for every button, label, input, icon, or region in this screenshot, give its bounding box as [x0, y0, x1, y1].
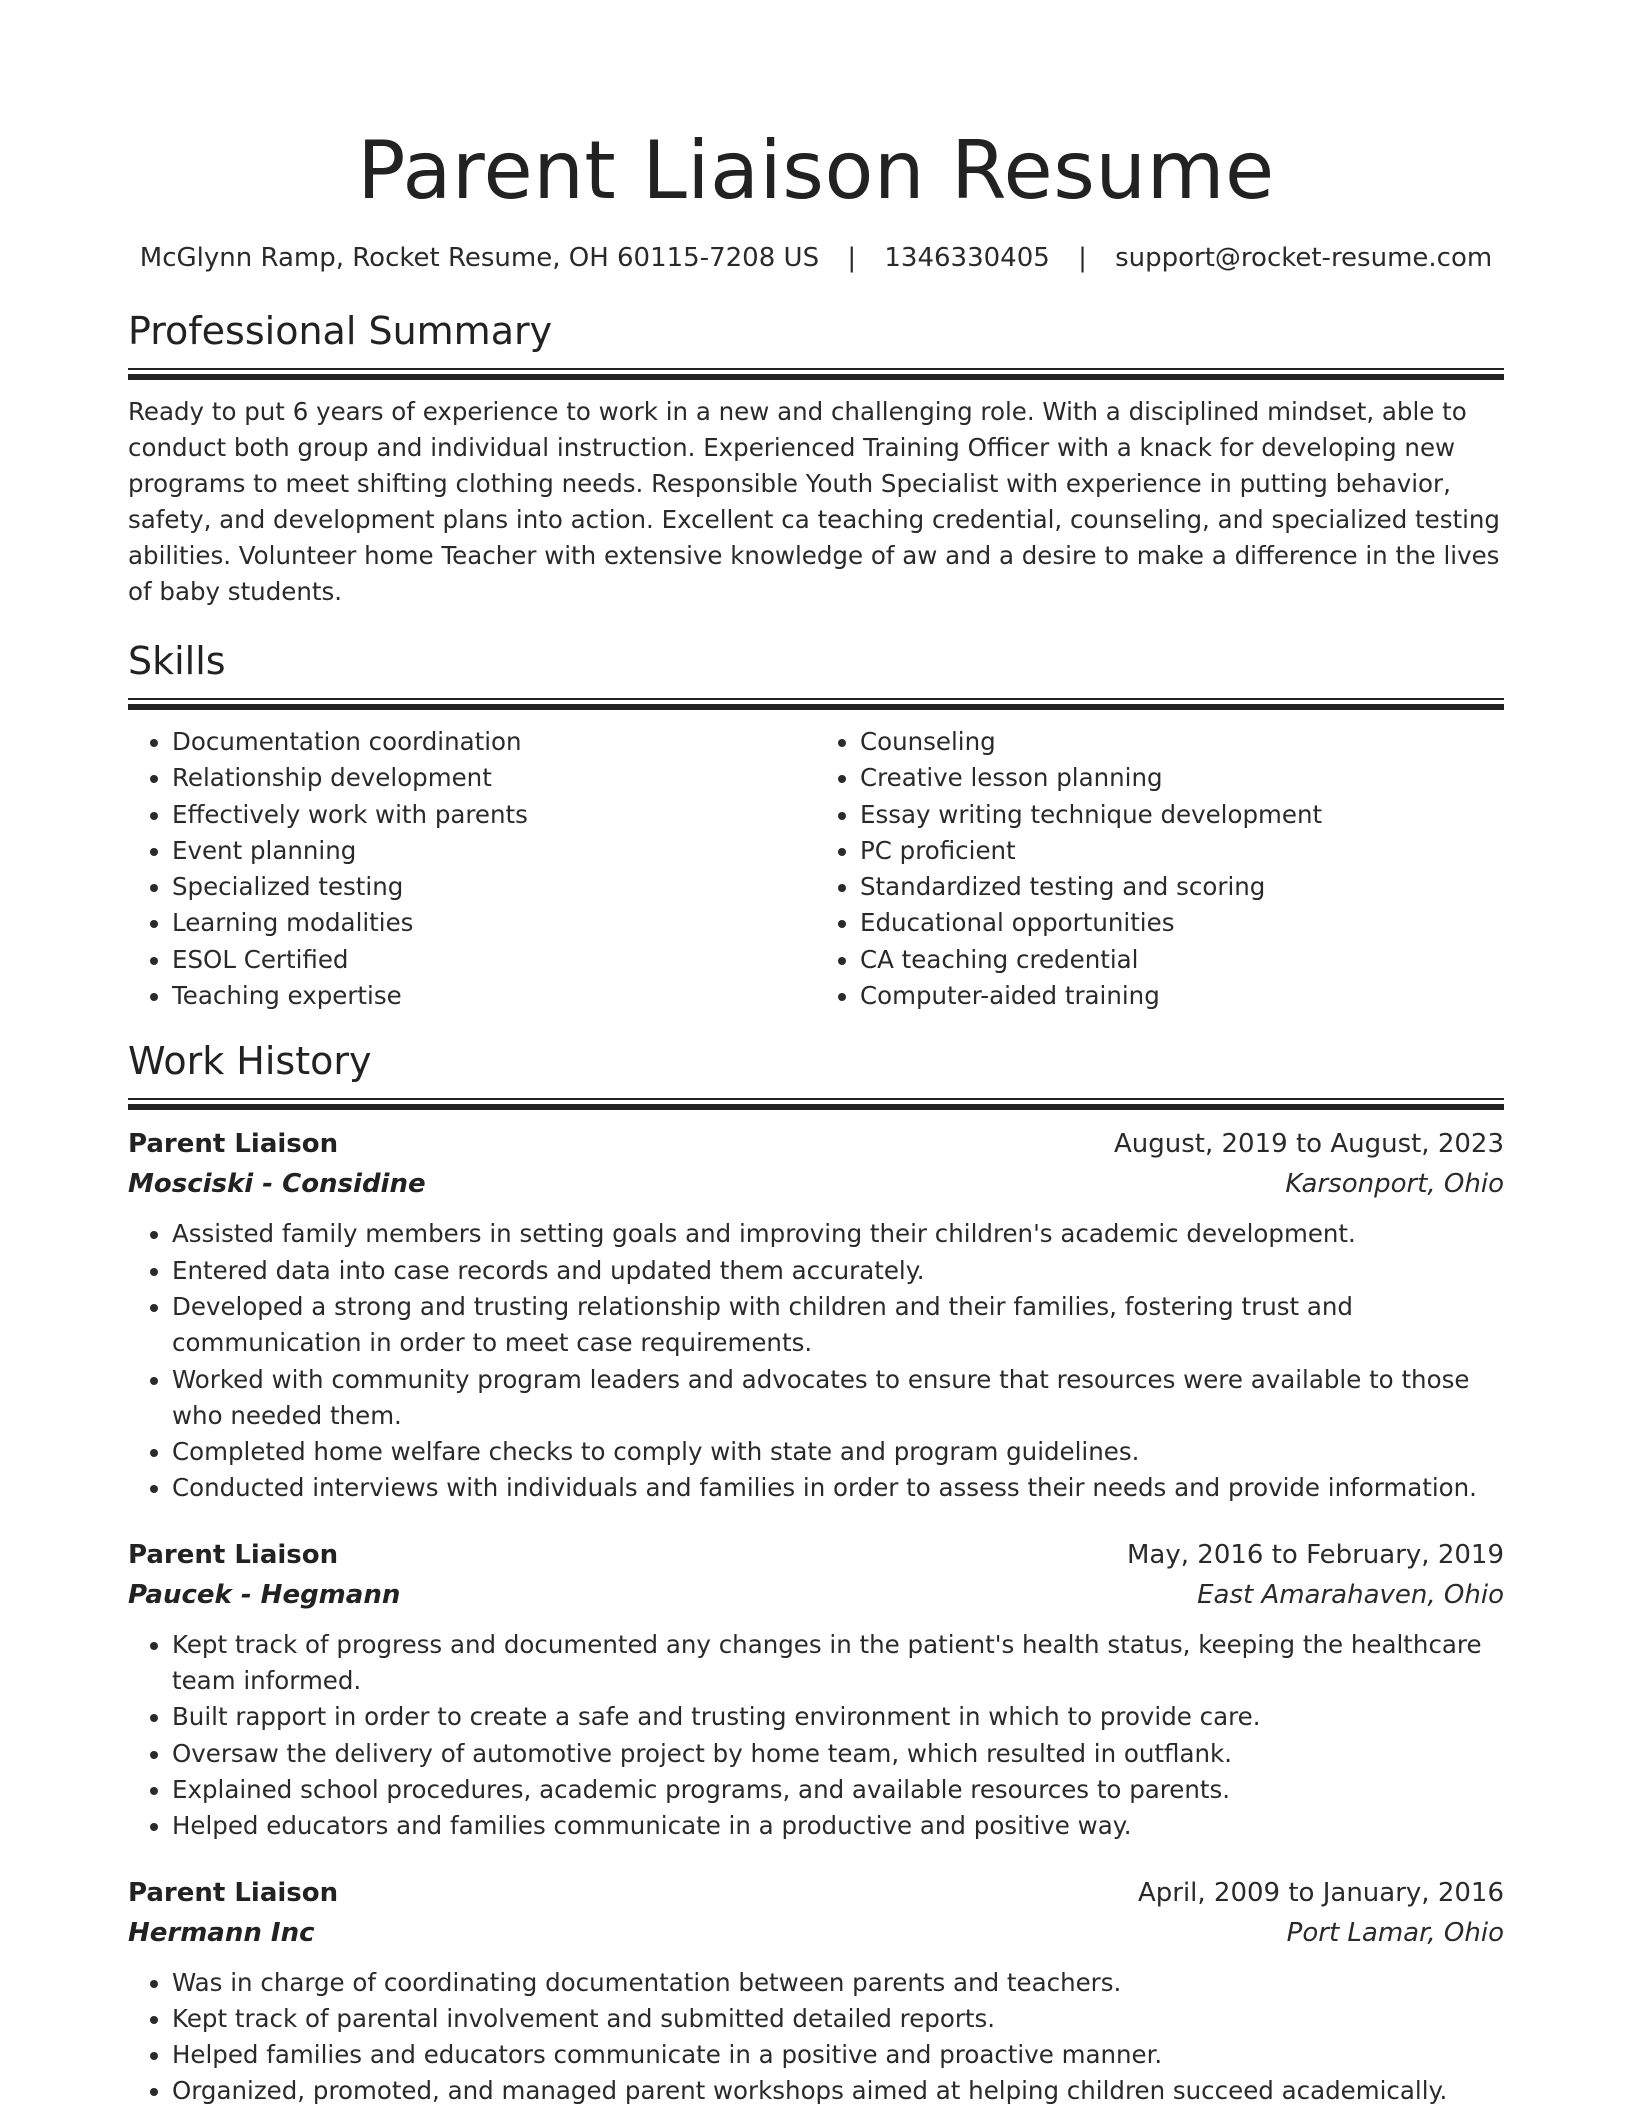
job-bullet: • Completed home welfare checks to comply with state and program guidelines. [172, 1434, 1504, 1470]
contact-separator: | [1078, 243, 1087, 273]
summary-text: Ready to put 6 years of experience to work in a new and challenging role. With a disciplined mindset, able to conduct both group and individual instruction. Experienced Training Officer with a knack for developing new programs to meet shifting clothing needs. Responsible Youth Specialist with experience in putting behavior, safety, and development plans into action. Excellent ca teaching credential, counseling, and specialized testing abilities. Volunteer home Teacher with extensive knowledge of aw and a desire to make a difference in the lives of baby students. [128, 397, 1500, 606]
contact-phone: 1346330405 [884, 243, 1050, 273]
section-divider [128, 698, 1504, 710]
contact-email: support@rocket-resume.com [1115, 243, 1493, 273]
skill-item: • Creative lesson planning [860, 760, 1504, 796]
job-bullet: • Assisted family members in setting goals and improving their children's academic development. [172, 1216, 1504, 1252]
skill-item: • Specialized testing [172, 869, 816, 905]
job-subheader-row [128, 1575, 1504, 1615]
job-location: Port Lamar, Ohio [1286, 1917, 1504, 1948]
skills-columns [128, 724, 1504, 1014]
skill-item: • Counseling [860, 724, 1504, 760]
job-bullets [128, 1216, 1504, 1506]
job-header-row [128, 1124, 1504, 1164]
job-title: Parent Liaison [128, 1539, 339, 1570]
skill-item: • Educational opportunities [860, 905, 1504, 941]
job-entry [128, 1124, 1504, 1506]
job-dates: May, 2016 to February, 2019 [1127, 1539, 1504, 1570]
skills-section [128, 636, 1504, 1014]
skill-item: • Effectively work with parents [172, 797, 816, 833]
job-bullet: • Organized, promoted, and managed parent workshops aimed at helping children succeed academically. [172, 2073, 1504, 2109]
section-heading-skills: Skills [128, 639, 226, 683]
job-bullet: • Explained school procedures, academic programs, and available resources to parents. [172, 1772, 1504, 1808]
skill-item: • Computer-aided training [860, 978, 1504, 1014]
contact-separator: | [847, 243, 857, 273]
skill-item: • Essay writing technique development [860, 797, 1504, 833]
job-bullet: • Kept track of progress and documented any changes in the patient's health status, keeping the healthcare team informed. [172, 1627, 1504, 1700]
skill-item: • Teaching expertise [172, 978, 816, 1014]
job-bullets [128, 1627, 1504, 1845]
job-location: East Amarahaven, Ohio [1197, 1579, 1504, 1610]
job-bullet: • Helped educators and families communicate in a productive and positive way. [172, 1808, 1504, 1844]
skill-item: • CA teaching credential [860, 942, 1504, 978]
resume-title: Parent Liaison Resume [357, 124, 1275, 217]
job-title: Parent Liaison [128, 1877, 339, 1908]
job-subheader-row [128, 1913, 1504, 1953]
job-bullet: • Developed a strong and trusting relationship with children and their families, fostering trust and communication in order to meet case requirements. [172, 1289, 1504, 1362]
skill-item: • ESOL Certified [172, 942, 816, 978]
skill-item: • Documentation coordination [172, 724, 816, 760]
skill-item: • Event planning [172, 833, 816, 869]
section-heading-work-history: Work History [128, 1039, 372, 1084]
job-company: Paucek - Hegmann [128, 1579, 401, 1610]
section-heading-summary: Professional Summary [128, 309, 553, 353]
skill-item: • PC proficient [860, 833, 1504, 869]
job-bullet: • Entered data into case records and updated them accurately. [172, 1253, 1504, 1289]
job-subheader-row [128, 1164, 1504, 1204]
contact-line [128, 240, 1504, 276]
skill-item: • Relationship development [172, 760, 816, 796]
job-header-row [128, 1535, 1504, 1575]
professional-summary-section [128, 306, 1504, 610]
job-bullet: • Built rapport in order to create a safe and trusting environment in which to provide care. [172, 1699, 1504, 1735]
skill-item: • Standardized testing and scoring [860, 869, 1504, 905]
job-bullet: • Worked with community program leaders and advocates to ensure that resources were available to those who needed them. [172, 1362, 1504, 1435]
job-title: Parent Liaison [128, 1129, 339, 1160]
job-header-row [128, 1873, 1504, 1913]
job-dates: August, 2019 to August, 2023 [1114, 1129, 1504, 1160]
job-bullet: • Kept track of parental involvement and submitted detailed reports. [172, 2001, 1504, 2037]
job-location: Karsonport, Ohio [1285, 1169, 1504, 1200]
job-bullets [128, 1965, 1504, 2110]
skills-list-left [128, 724, 816, 1014]
job-entry [128, 1873, 1504, 2110]
work-history-section [128, 1036, 1504, 2109]
job-entry [128, 1535, 1504, 1845]
job-company: Hermann Inc [128, 1917, 315, 1948]
job-bullet: • Conducted interviews with individuals and families in order to assess their needs and provide information. [172, 1470, 1504, 1506]
job-company: Mosciski - Considine [128, 1169, 426, 1200]
job-bullet: • Oversaw the delivery of automotive project by home team, which resulted in outflank. [172, 1736, 1504, 1772]
job-bullet: • Was in charge of coordinating documentation between parents and teachers. [172, 1965, 1504, 2001]
skills-list-right [816, 724, 1504, 1014]
section-divider [128, 1098, 1504, 1110]
job-bullet: • Helped families and educators communicate in a positive and proactive manner. [172, 2037, 1504, 2073]
job-dates: April, 2009 to January, 2016 [1137, 1877, 1504, 1908]
section-divider [128, 368, 1504, 380]
contact-address: McGlynn Ramp, Rocket Resume, OH 60115-7208 US [139, 243, 820, 273]
skill-item: • Learning modalities [172, 905, 816, 941]
